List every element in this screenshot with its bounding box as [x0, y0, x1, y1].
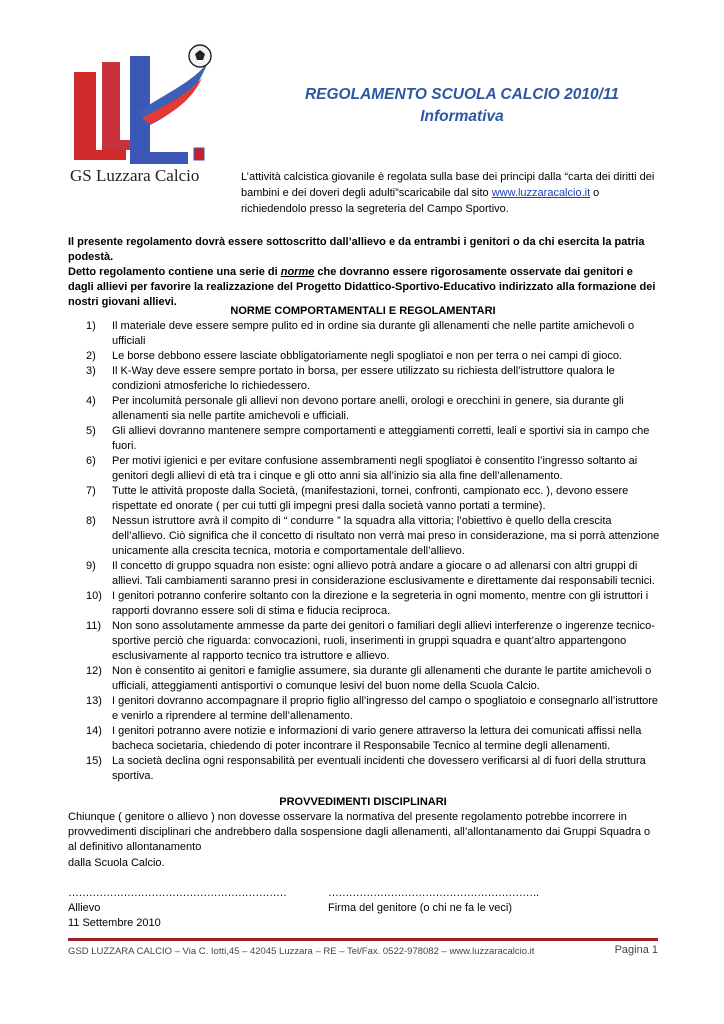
notice-paragraph-1: Il presente regolamento dovrà essere sottoscritto dall’allievo e da entrambi i genitori o da chi esercita la patria podestà. — [68, 236, 645, 263]
rule-item: 5) Gli allievi dovranno mantenere sempre comportamenti e atteggiamenti corretti, leali e sportivi sia in campo che fuori. — [86, 425, 650, 452]
parent-signature-block — [328, 886, 538, 916]
footer-rule — [68, 938, 658, 941]
footer-address: GSD LUZZARA CALCIO – Via C. Iotti,45 – 42045 Luzzara – RE – Tel/Fax. 0522-978082 – www.luzzaracalcio.it — [68, 946, 535, 957]
rules-heading: NORME COMPORTAMENTALI E REGOLAMENTARI — [230, 305, 496, 317]
rule-item: 6) Per motivi igienici e per evitare confusione assembramenti negli spogliatoi è consentito l’ingresso soltanto ai genitori degli allievi di età tra i cinque e gli otto anni sia all’inizio sia alla fine dell’allenamento. — [86, 455, 638, 482]
website-link[interactable]: www.luzzaracalcio.it — [491, 187, 591, 199]
student-label: Allievo — [68, 902, 101, 914]
rule-item: 12) Non è consentito ai genitori e famiglie assumere, sia durante gli allenamenti che durante le partite amichevoli o ufficiali, atteggiamenti antisportivi o comunque lesivi del buon nome della Scuola Calcio. — [86, 665, 652, 692]
page-number: Pagina 1 — [614, 944, 658, 956]
soccer-ball-icon — [189, 45, 211, 67]
notice-emphasis: norme — [280, 266, 315, 278]
parent-label: Firma del genitore (o chi ne fa le veci) — [328, 902, 513, 914]
rule-item: 13) I genitori dovranno accompagnare il proprio figlio all’ingresso del campo o spogliatoio e consegnarlo all’istruttore e venirlo a riprendere al termine dell’allenamento. — [86, 695, 659, 722]
rule-item: 2) Le borse debbono essere lasciate obbligatoriamente negli spogliatoi e non per terra o nei campi di gioco. — [86, 350, 622, 362]
rule-item: 14) I genitori potranno avere notizie e informazioni di vario genere attraverso la lettura dei comunicati affissi nella bacheca societaria, chiedendo di poter incontrare il Responsabile Tecnico al termine degli allenamenti. — [86, 725, 642, 752]
document-subtitle: Informativa — [420, 108, 504, 125]
rule-item: 15) La società declina ogni responsabilità per eventuali incidenti che dovessero verificarsi al di fuori della struttura sportiva. — [86, 755, 646, 782]
rule-item: 11) Non sono assolutamente ammesse da parte dei genitori o familiari degli allievi interferenze o ingerenze tecnico-sportive perciò che riguarda: convocazioni, ruoli, inserimenti in gruppi squadra e quant’altro appartengono esclusivamente al rapporto tecnico tra istruttore e allievo. — [86, 620, 655, 662]
rule-item: 9) Il concetto di gruppo squadra non esiste: ogni allievo potrà andare a giocare o ad allenarsi con altri gruppi di allievi. Tali cambiamenti saranno presi in considerazione esclusivamente e direttamente dai responsabili tecnici. — [86, 560, 655, 587]
logo-caption: GS Luzzara Calcio — [70, 166, 200, 185]
student-signature-line[interactable]: ……………………………………………………… — [68, 887, 287, 899]
intro-text-before: L’attività calcistica giovanile è regolata sulla base dei principi dalla “carta dei diritti dei bambini e dei doveri degli adulti”scaricabile dal sito — [241, 171, 655, 199]
rule-item: 7) Tutte le attività proposte dalla Società, (manifestazioni, tornei, confronti, campionato ecc. ), devono essere rispettate ed onorate ( per cui tutti gli impegni presi dalla società vanno portati a termine). — [86, 485, 629, 512]
disciplinary-heading: PROVVEDIMENTI DISCIPLINARI — [279, 796, 447, 808]
rule-item: 4) Per incolumità personale gli allievi non devono portare anelli, orologi e orecchini in genere, sia durante gli allenamenti sia nelle partite amichevoli e ufficiali. — [86, 395, 624, 422]
notice-block — [68, 235, 658, 310]
rule-item: 10) I genitori potranno conferire soltanto con la direzione e la segreteria in ogni momento, mentre con gli istruttori i rapporti dovranno essere soli di stima e fiducia reciproca. — [86, 590, 649, 617]
rule-item: 8) Nessun istruttore avrà il compito di “ condurre ” la squadra alla vittoria; l’obiettivo è quello della crescita dell’allievo. Ciò significa che il concetto di risultato non verrà mai preso in considerazione, ma si porrà attenzione unicamente alla crescita tecnica, motoria e comportamentale dell’allievo. — [86, 515, 660, 557]
logo-crest — [194, 148, 204, 160]
intro-paragraph — [241, 169, 661, 217]
document-date: 11 Settembre 2010 — [68, 917, 161, 929]
rule-item: 3) Il K-Way deve essere sempre portato in borsa, per essere utilizzato su richiesta dell’istruttore qualora le condizioni atmosferiche lo richiedessero. — [86, 365, 615, 392]
rule-item: 1) Il materiale deve essere sempre pulito ed in ordine sia durante gli allenamenti che nelle partite amichevoli o ufficiali — [86, 320, 635, 347]
disciplinary-paragraph: Chiunque ( genitore o allievo ) non dovesse osservare la normativa del presente regolamento potrebbe incorrere in provvedimenti disciplinari che andrebbero dalla sospensione dagli allenamenti, all’allontanamento dai Gruppi Squadra o al definitivo allontanamento dalla Scuola Calcio. — [68, 811, 651, 869]
rules-list — [68, 319, 663, 784]
intro-text-after: o richiedendolo presso la segreteria del Campo Sportivo. — [241, 187, 600, 215]
parent-signature-line[interactable]: ……………………………………………………. — [328, 887, 539, 899]
notice-paragraph-2: Detto regolamento contiene una serie di norme che dovranno essere rigorosamente osservate dai genitori e dagli allievi per favorire la realizzazione del Progetto Didattico-Sportivo-Educativo indirizzato alla formazione dei nostri giovani allievi. — [68, 266, 656, 308]
document-title: REGOLAMENTO SCUOLA CALCIO 2010/11 — [304, 86, 620, 103]
student-signature-block — [68, 886, 286, 931]
